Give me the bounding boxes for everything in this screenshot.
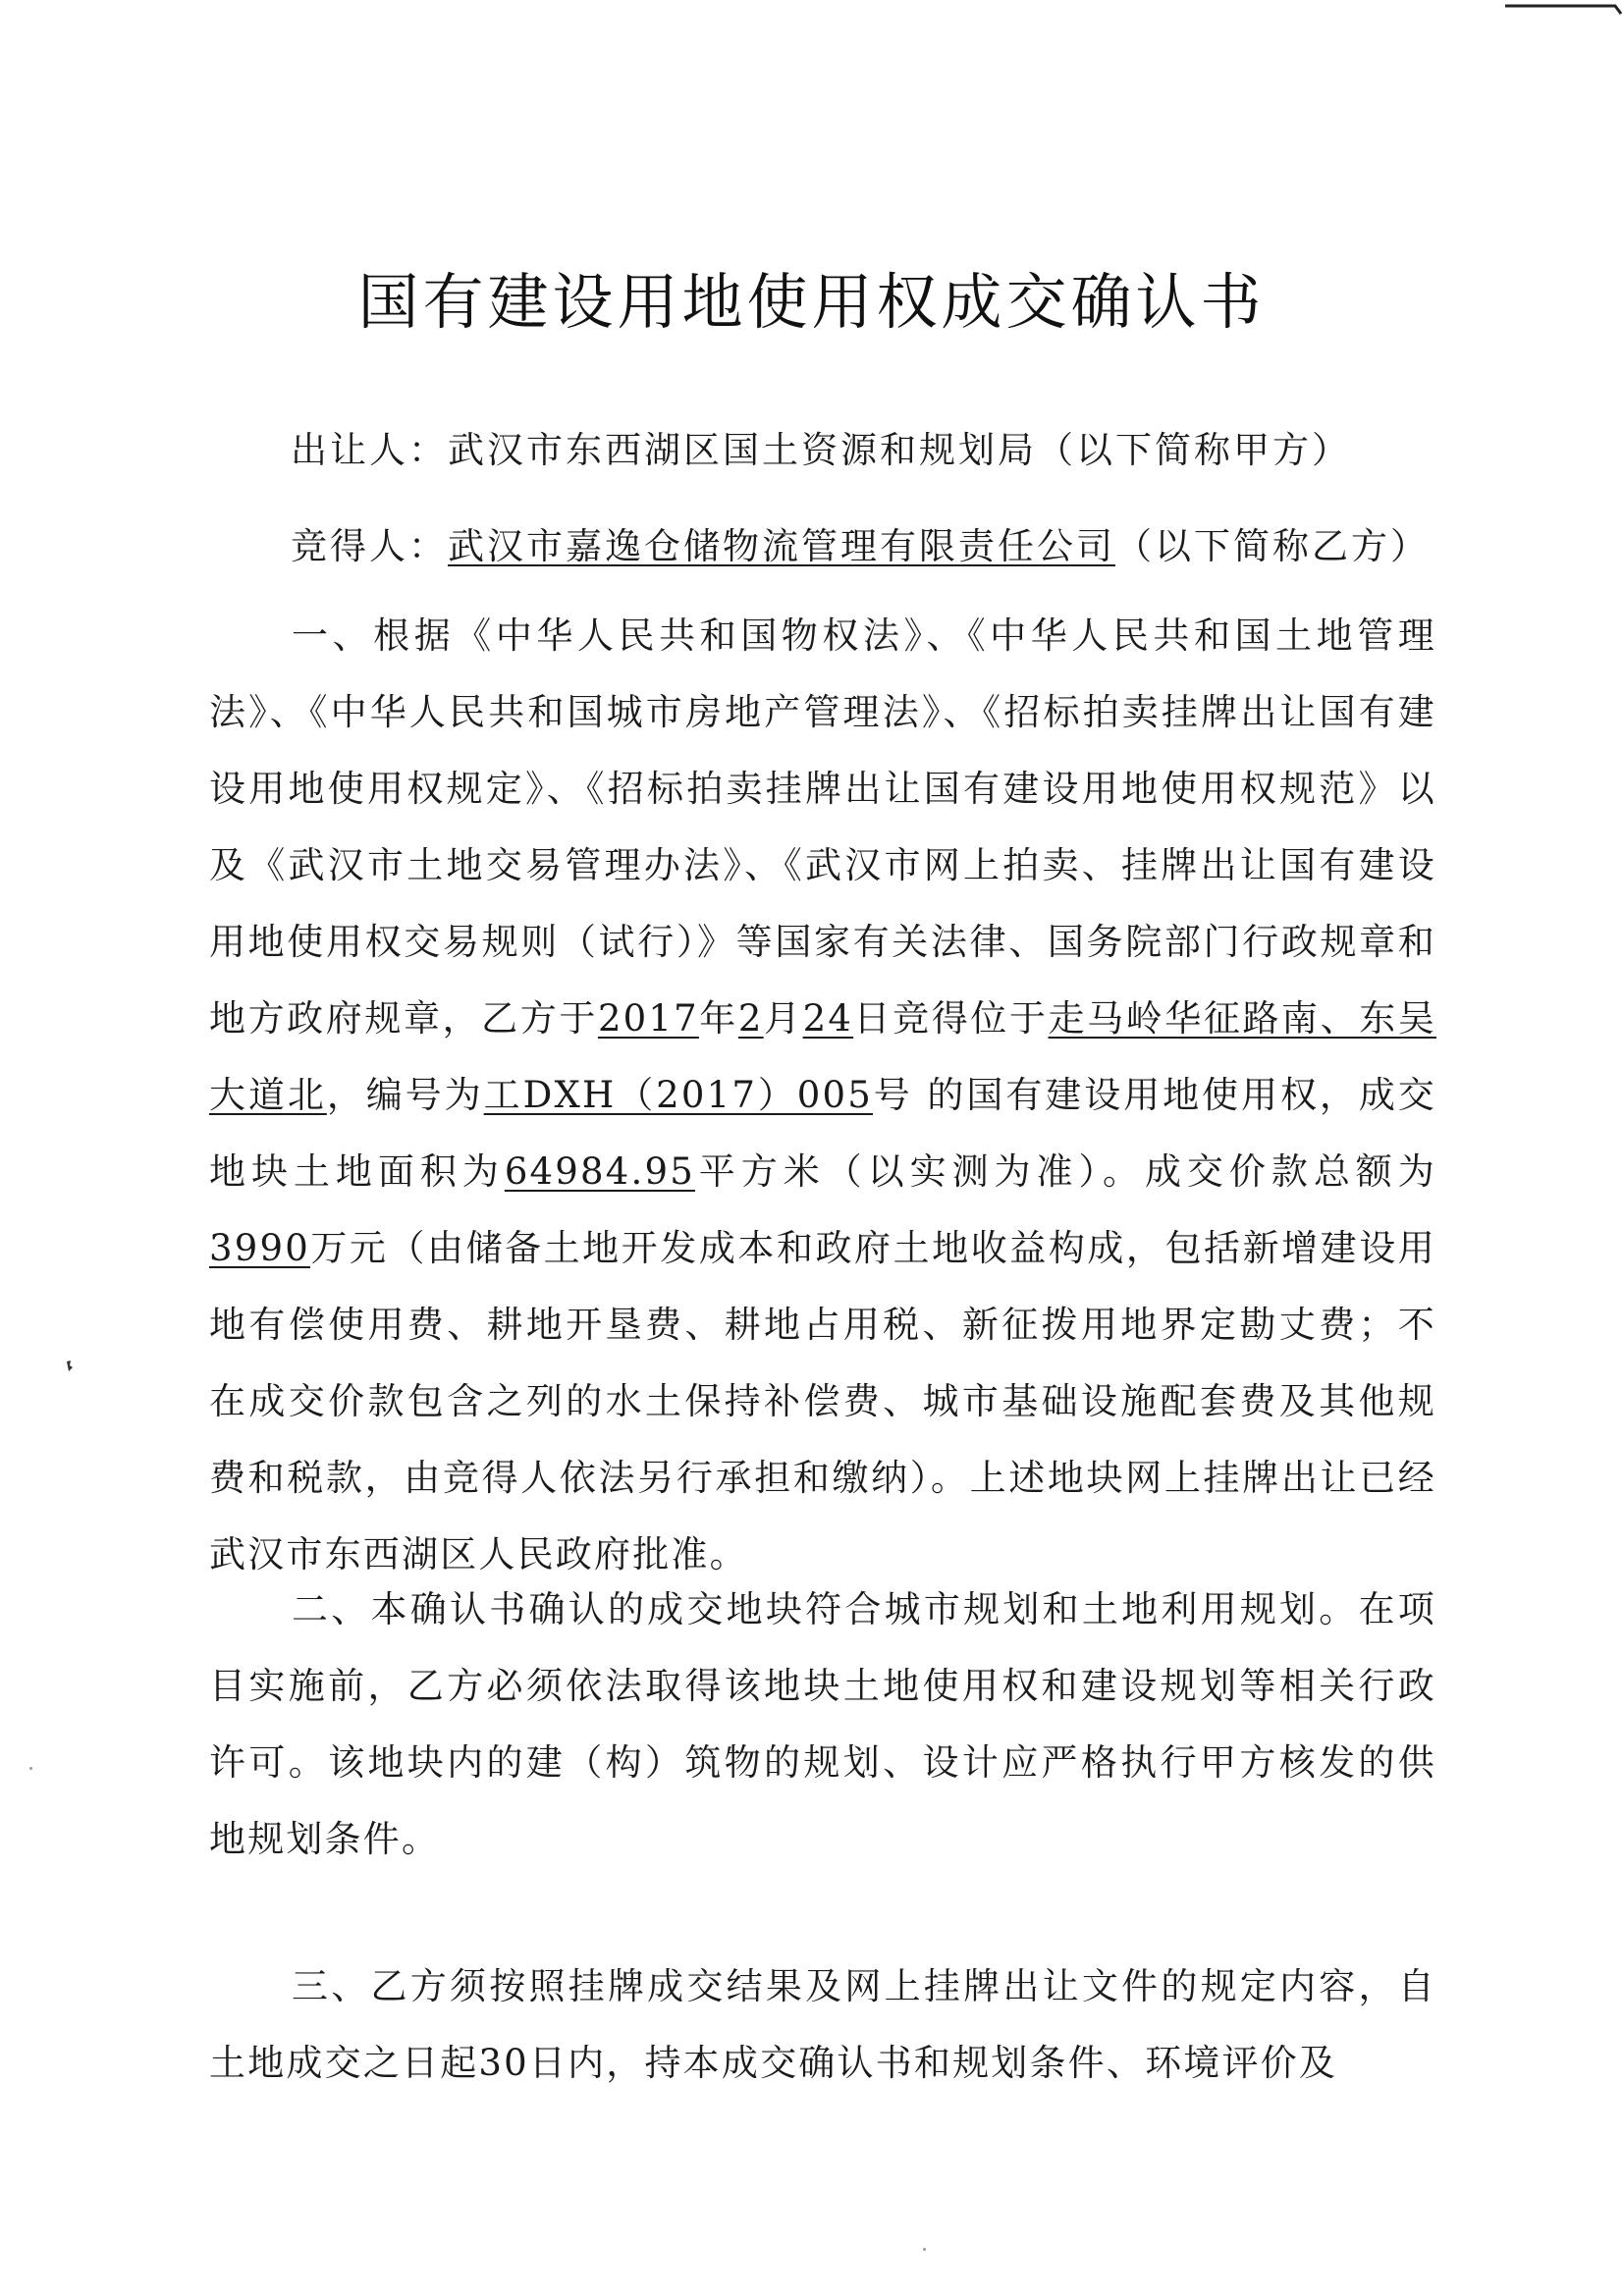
scan-dot bbox=[923, 2248, 926, 2251]
deal-month: 2 bbox=[737, 997, 764, 1040]
document-title: 国有建设用地使用权成交确认书 bbox=[357, 266, 1266, 338]
bidder-label: 竞得人： bbox=[291, 525, 448, 567]
section-3-paragraph: 三、乙方须按照挂牌成交结果及网上挂牌出让文件的规定内容，自土地成交之日起30日内，持本成交确认书和规划条件、环境评价及 bbox=[209, 1965, 1436, 2084]
month-unit: 月 bbox=[763, 997, 803, 1040]
grantor-label: 出让人： bbox=[291, 429, 448, 471]
day-unit: 日竞得位于 bbox=[853, 997, 1049, 1040]
section-2-paragraph: 二、本确认书确认的成交地块符合城市规划和土地利用规划。在项目实施前，乙方必须依法取得该地块土地使用权和建设规划等相关行政许可。该地块内的建（构）筑物的规划、设计应严格执行甲方核发的供地规划条件。 bbox=[209, 1588, 1436, 1860]
section-1-paragraph bbox=[209, 598, 1436, 1593]
grantor-name: 武汉市东西湖区国土资源和规划局 bbox=[448, 429, 1037, 471]
scan-edge-mark bbox=[1505, 2, 1623, 16]
parcel-area: 64984.95 bbox=[504, 1150, 695, 1193]
parcel-number: 工DXH（2017）005 bbox=[483, 1074, 874, 1116]
deal-day: 24 bbox=[802, 997, 854, 1040]
deal-price: 3990 bbox=[209, 1227, 310, 1269]
number-suffix: 号 的国有建设用地使用权，成交地块土地面积为 bbox=[209, 1074, 1436, 1193]
bidder-suffix: （以下简称乙方） bbox=[1115, 525, 1430, 567]
parcel-location: 走马岭华征路南、东吴大道北 bbox=[209, 997, 1437, 1116]
deal-year: 2017 bbox=[597, 997, 699, 1040]
bidder-line bbox=[291, 516, 1430, 569]
section-1-text-a: 一、根据《中华人民共和国物权法》、《中华人民共和国土地管理法》、《中华人民共和国城市房地产管理法》、《招标拍卖挂牌出让国有建设用地使用权规定》、《招标拍卖挂牌出让国有建设用地使用权规范》以及《武汉市土地交易管理办法》、《武汉市网上拍卖、挂牌出让国有建设用地使用权交易规则（试行）》等国家有关法律、国务院部门行政规章和地方政府规章，乙方于 bbox=[209, 614, 1436, 1040]
grantor-line bbox=[291, 420, 1351, 473]
number-prefix: ，编号为 bbox=[326, 1074, 484, 1116]
section-1-text-end: 万元（由储备土地开发成本和政府土地收益构成，包括新增建设用地有偿使用费、耕地开垦费、耕地占用税、新征拨用地界定勘丈费；不在成交价款包含之列的水土保持补偿费、城市基础设施配套费及其他规费和税款，由竞得人依法另行承担和缴纳）。上述地块网上挂牌出让已经武汉市东西湖区人民政府批准。 bbox=[209, 1227, 1436, 1575]
scan-speck bbox=[65, 1360, 75, 1373]
scan-dot bbox=[29, 1767, 32, 1770]
bidder-name: 武汉市嘉逸仓储物流管理有限责任公司 bbox=[448, 525, 1115, 567]
year-unit: 年 bbox=[698, 997, 738, 1040]
grantor-suffix: （以下简称甲方） bbox=[1037, 429, 1351, 471]
area-unit: 平方米（以实测为准）。成交价款总额为 bbox=[694, 1150, 1436, 1193]
